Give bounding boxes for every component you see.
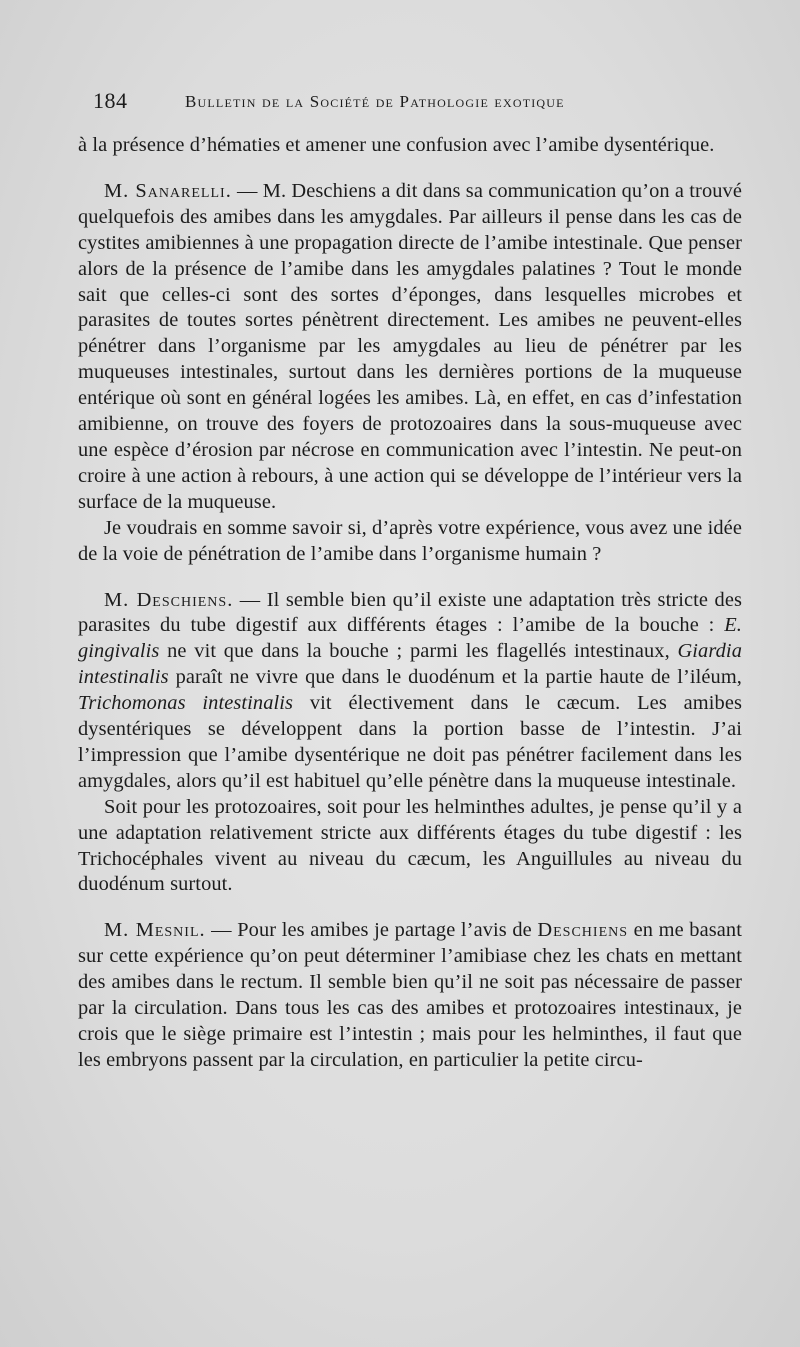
paragraph-text: — M. Deschiens a dit dans sa communication qu’on a trouvé quelquefois des amibes dans les amygdales. Par ailleurs il pense dans les cas de cystites amibiennes à une propagation directe de l’amibe intestinale. Que penser alors de la présence de l’amibe dans les amygdales palatines ? Tout le monde sait que celles-ci sont des sortes d’éponges, dans lesquelles microbes et parasites de toutes sortes pénètrent directement. Les amibes ne peuvent-elles pénétrer dans l’organisme par les amygdales au lieu de pénétrer par les muqueuses intestinales, surtout dans les dernières portions de la muqueuse entérique où sont en général logées les amibes. Là, en effet, en cas d’infestation amibienne, on trouve des foyers de protozoaires dans la sous-muqueuse avec une espèce d’érosion par nécrose en communication avec l’intestin. Ne peut-on croire à une action à rebours, à une action qui se développe de l’intérieur vers la surface de la muqueuse. (78, 179, 742, 513)
paragraph-continuation (78, 133, 742, 159)
paragraph-text: — Pour les amibes je partage l’avis de (205, 919, 538, 942)
speaker-name: M. Deschiens. (104, 588, 234, 611)
page-header (93, 88, 663, 118)
body-text (78, 133, 742, 1074)
paragraph-text: paraît ne vivre que dans le duodénum et la partie haute de l’iléum, (168, 666, 742, 689)
paragraph-deschiens (78, 588, 742, 795)
paragraph-sanarelli (78, 179, 742, 516)
paragraph-text: en me basant sur cette expérience qu’on peut déterminer l’amibiase chez les chats en mettant des amibes dans le rectum. Il semble bien qu’il ne soit pas nécessaire de passer par la circulation. Dans tous les cas des amibes et protozoaires intestinaux, je crois que le siège primaire est l’intestin ; mais pour les helminthes, il faut que les embryons passent par la circulation, en particulier la petite circu- (78, 919, 742, 1071)
species-name: Trichomonas intestinalis (78, 692, 294, 715)
paragraph-text: Soit pour les protozoaires, soit pour les helminthes adultes, je pense qu’il y a une adaptation relativement stricte aux différents étages du tube digestif : les Trichocéphales vivent au niveau du cæcum, les Anguillules au niveau du duodénum surtout. (78, 795, 742, 896)
paragraph-text: vit électivement dans le cæcum. Les amibes dysentériques se développent dans la portion basse de l’intestin. J’ai l’impression que l’amibe dysentérique ne doit pas pénétrer facilement dans les amygdales, alors qu’il est habituel qu’elle pénètre dans la muqueuse intestinale. (78, 692, 742, 792)
running-title: Bulletin de la Société de Pathologie exotique (185, 92, 565, 111)
paragraph-text: Je voudrais en somme savoir si, d’après votre expérience, vous avez une idée de la voie de pénétration de l’amibe dans l’organisme humain ? (78, 516, 742, 565)
paragraph-text: à la présence d’hématies et amener une confusion avec l’amibe dysentérique. (78, 134, 715, 156)
paragraph-helminthes (78, 795, 742, 899)
species-name: E. gingivalis (78, 614, 742, 663)
paragraph-text: ne vit que dans la bouche ; parmi les flagellés intestinaux, (159, 640, 678, 663)
paragraph-text: — Il semble bien qu’il existe une adaptation très stricte des parasites du tube digestif aux différents étages : l’amibe de la bouche : (78, 588, 743, 637)
page-number: 184 (93, 88, 128, 113)
speaker-name: M. Mesnil. (104, 919, 206, 942)
speaker-name: M. Sanarelli. (104, 179, 232, 202)
paragraph-question (78, 516, 742, 568)
species-name: Giardia intestinalis (78, 640, 742, 689)
paragraph-mesnil (78, 918, 742, 1073)
cited-name: Deschiens (537, 919, 629, 942)
